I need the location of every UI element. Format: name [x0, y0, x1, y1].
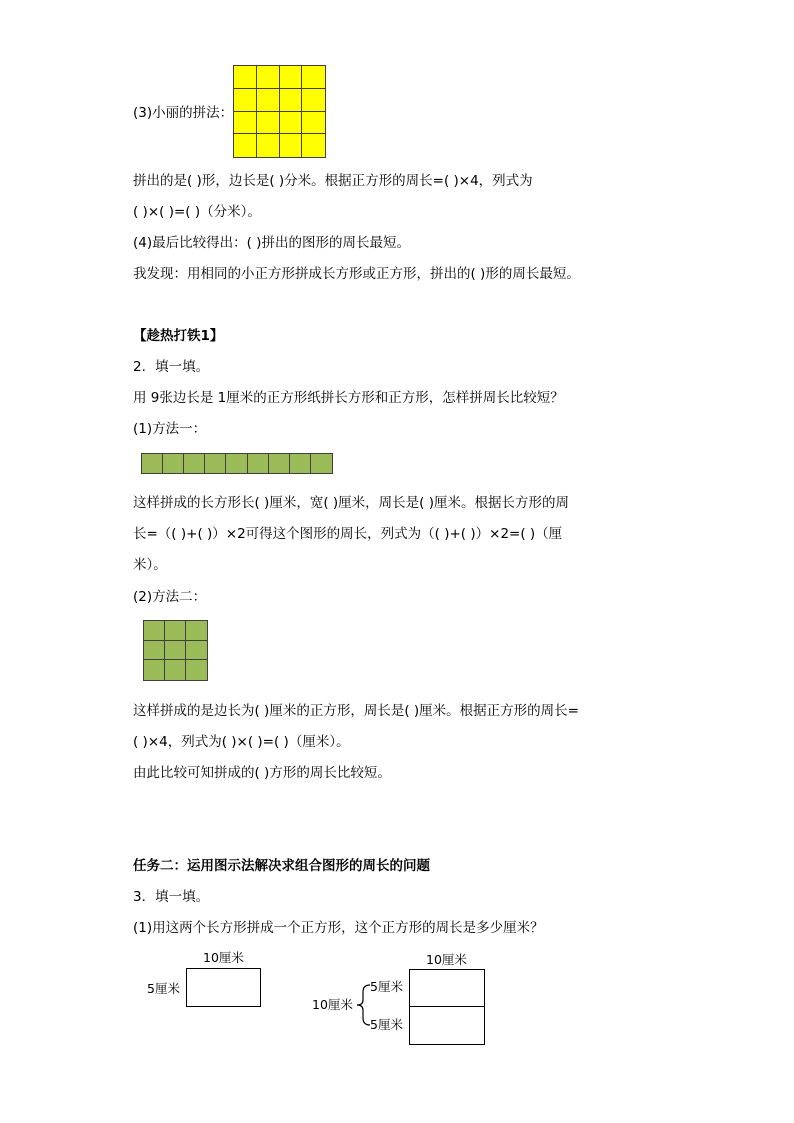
method2-text-b: ( )×4，列式为( )×( )=( )（厘米）。 [133, 734, 350, 750]
yellow-tile [280, 112, 303, 135]
p3-text-b: ( )×( )=( )（分米）。 [133, 204, 261, 220]
fig-right-total-label: 10厘米 [312, 997, 353, 1012]
green-tile [165, 660, 186, 680]
green-tile [165, 641, 186, 661]
yellow-square-grid [233, 65, 326, 158]
yellow-tile [302, 66, 325, 89]
green-tile [144, 641, 165, 661]
practice-q-number: 2．填一填。 [133, 359, 210, 375]
green-tile [186, 660, 207, 680]
green-tile [205, 454, 226, 473]
method1-label: (1)方法一： [133, 421, 207, 437]
method1-text-c: 米）。 [133, 557, 167, 573]
fig-right-upper-label: 5厘米 [370, 979, 403, 994]
green-tile [163, 454, 184, 473]
task2-heading: 任务二：运用图示法解决求组合图形的周长的问题 [133, 858, 430, 874]
method2-text-a: 这样拼成的是边长为( )厘米的正方形，周长是( )厘米。根据正方形的周长= [133, 703, 579, 719]
green-tile [269, 454, 290, 473]
green-tile [142, 454, 163, 473]
green-tile [186, 641, 207, 661]
method2-label: (2)方法二： [133, 589, 207, 605]
yellow-tile [302, 112, 325, 135]
yellow-tile [234, 134, 257, 157]
fig-right-lower-label: 5厘米 [370, 1017, 403, 1032]
green-tile [184, 454, 205, 473]
fig-left-side-label: 5厘米 [147, 981, 180, 996]
yellow-tile [280, 134, 303, 157]
yellow-tile [234, 112, 257, 135]
p3-label: (3)小丽的拼法： [133, 105, 234, 121]
p3-text-a: 拼出的是( )形，边长是( )分米。根据正方形的周长=( )×4，列式为 [133, 173, 533, 189]
yellow-tile [257, 66, 280, 89]
yellow-tile [234, 89, 257, 112]
method1-text-b: 长=（( )+( )）×2可得这个图形的周长，列式为（( )+( )）×2=( )（厘 [133, 526, 563, 542]
task2-q-number: 3．填一填。 [133, 889, 210, 905]
yellow-tile [302, 134, 325, 157]
rectangle-left [186, 968, 261, 1007]
yellow-tile [280, 66, 303, 89]
method1-text-a: 这样拼成的长方形长( )厘米，宽( )厘米，周长是( )厘米。根据长方形的周 [133, 495, 569, 511]
yellow-tile [257, 89, 280, 112]
yellow-tile [257, 112, 280, 135]
rectangle-right-lower [409, 1006, 485, 1045]
green-row-grid [141, 453, 333, 474]
fig-right-top-label: 10厘米 [426, 952, 467, 967]
green-tile [144, 621, 165, 641]
practice-q-stem: 用 9张边长是 1厘米的正方形纸拼长方形和正方形，怎样拼周长比较短？ [133, 390, 564, 406]
yellow-tile [280, 89, 303, 112]
green-tile [144, 660, 165, 680]
green-tile [186, 621, 207, 641]
yellow-tile [257, 134, 280, 157]
green-square-grid [143, 620, 208, 681]
yellow-tile [302, 89, 325, 112]
p4-text: (4)最后比较得出：( )拼出的图形的周长最短。 [133, 235, 410, 251]
task2-q-stem: (1)用这两个长方形拼成一个正方形，这个正方形的周长是多少厘米？ [133, 920, 544, 936]
green-tile [290, 454, 311, 473]
rectangle-right-upper [409, 969, 485, 1007]
green-tile [226, 454, 247, 473]
yellow-tile [234, 66, 257, 89]
discover-text: 我发现：用相同的小正方形拼成长方形或正方形，拼出的( )形的周长最短。 [133, 266, 580, 282]
fig-left-top-label: 10厘米 [203, 950, 244, 965]
green-tile [248, 454, 269, 473]
practice-heading: 【趁热打铁1】 [133, 328, 224, 344]
green-tile [311, 454, 332, 473]
method2-text-c: 由此比较可知拼成的( )方形的周长比较短。 [133, 765, 391, 781]
green-tile [165, 621, 186, 641]
